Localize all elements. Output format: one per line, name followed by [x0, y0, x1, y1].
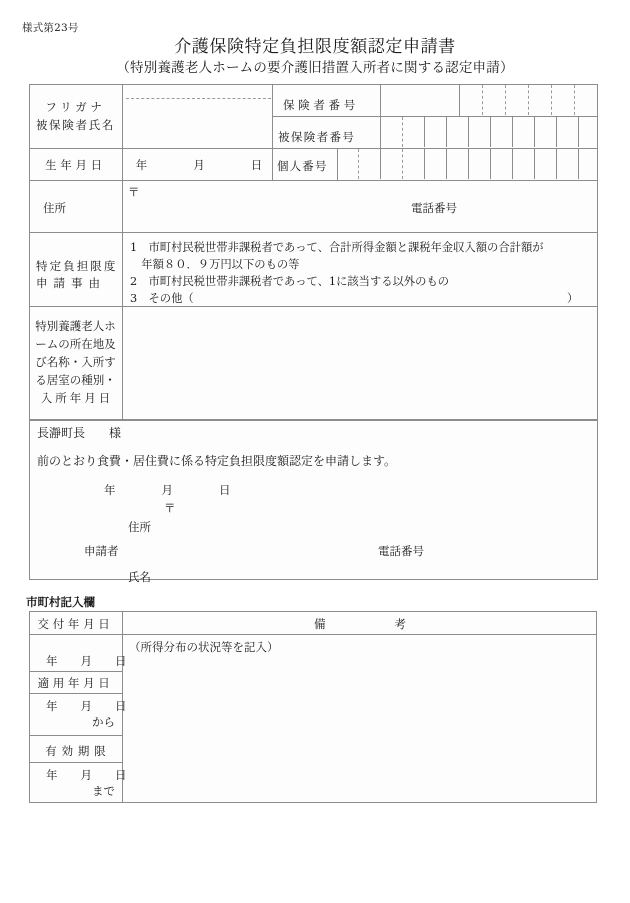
label-facility-line-4: る居室の種別・: [35, 373, 116, 387]
label-facility-line-1: 特別養護老人ホ: [35, 319, 116, 333]
personal-number-value-divider: [337, 148, 338, 180]
personal-box-divider-11: [578, 149, 579, 179]
value-valid-period-suffix: まで: [92, 784, 115, 798]
insurer-box-divider-1: [482, 85, 483, 115]
reason-item-1-cont: 年額８０．９万円以下のもの等: [130, 258, 300, 271]
remarks-note: （所得分布の状況等を記入）: [129, 640, 279, 654]
declaration-addressee: 長瀞町長 様: [37, 426, 122, 440]
insured-box-divider-2: [424, 117, 425, 147]
label-applicant-name: 氏名: [128, 570, 151, 584]
insurer-wide-cell-end: [459, 84, 460, 116]
insured-box-divider-9: [578, 117, 579, 147]
insurer-box-divider-3: [528, 85, 529, 115]
insured-box-divider-8: [556, 117, 557, 147]
postal-mark-applicant: 〒: [164, 501, 176, 515]
main-row-divider-reason: [29, 306, 598, 307]
municipal-divider-apply: [29, 693, 122, 694]
insured-box-divider-1: [402, 117, 403, 147]
main-row-divider-address: [29, 232, 598, 233]
main-label-column-divider: [122, 84, 123, 420]
value-apply-date[interactable]: 年 月 日: [46, 699, 127, 713]
municipal-divider-valid: [29, 762, 122, 763]
personal-box-divider-6: [468, 149, 469, 179]
value-valid-period[interactable]: 年 月 日: [46, 768, 127, 782]
value-birthdate[interactable]: 年 月 日: [135, 158, 263, 172]
insured-box-divider-4: [468, 117, 469, 147]
personal-box-divider-7: [490, 149, 491, 179]
municipal-header-divider: [29, 634, 597, 635]
personal-box-divider-9: [534, 149, 535, 179]
reason-item-3-close: ）: [567, 292, 579, 305]
value-remarks[interactable]: [129, 658, 589, 798]
insurer-box-divider-5: [574, 85, 575, 115]
personal-box-divider-1: [358, 149, 359, 179]
personal-box-divider-4: [424, 149, 425, 179]
municipal-divider-issue: [29, 671, 122, 672]
value-applicant-phone[interactable]: [445, 543, 555, 559]
insured-value-divider: [380, 116, 381, 148]
insurer-box-divider-2: [505, 85, 506, 115]
label-applicant-phone: 電話番号: [378, 544, 424, 558]
value-address[interactable]: [150, 198, 390, 214]
value-applicant-name[interactable]: [172, 569, 372, 585]
label-issue-date: 交付年月日: [37, 617, 114, 631]
municipal-section-heading: 市町村記入欄: [26, 595, 95, 609]
value-furigana[interactable]: [130, 86, 270, 97]
insured-box-divider-5: [490, 117, 491, 147]
label-facility-line-3: び名称・入所す: [35, 355, 116, 369]
label-facility-line-5: 入所年月日: [40, 391, 114, 405]
label-address-text: 住所: [43, 201, 66, 215]
label-apply-date: 適用年月日: [37, 676, 114, 690]
page-title: 介護保険特定負担限度額認定申請書: [174, 37, 456, 57]
insured-box-divider-7: [534, 117, 535, 147]
main-row-divider-birth: [29, 180, 598, 181]
label-personal-number: 個人番号: [277, 159, 328, 173]
personal-box-divider-10: [556, 149, 557, 179]
label-insurer-number: 保険者番号: [283, 98, 359, 112]
personal-number-label-divider: [272, 148, 273, 180]
insurer-value-divider: [380, 84, 381, 116]
label-applicant-address: 住所: [128, 520, 151, 534]
label-facility-line-2: ームの所在地及: [35, 337, 116, 351]
reason-item-2[interactable]: 2 市町村民税世帯非課税者であって、1に該当する以外のもの: [130, 275, 450, 288]
label-address: [43, 200, 109, 217]
personal-box-divider-5: [446, 149, 447, 179]
value-insured-name[interactable]: [130, 115, 270, 143]
personal-box-divider-8: [512, 149, 513, 179]
form-number: 様式第23号: [22, 22, 79, 34]
reason-item-1[interactable]: 1 市町村民税世帯非課税者であって、合計所得金額と課税年金収入額の合計額が: [130, 241, 544, 254]
insured-box-divider-6: [512, 117, 513, 147]
label-address-phone: 電話番号: [411, 201, 457, 215]
value-apply-date-suffix: から: [92, 715, 115, 729]
insured-box-divider-3: [446, 117, 447, 147]
furigana-separator: [126, 98, 271, 99]
label-valid-period: 有効期限: [45, 744, 111, 758]
label-birthdate: 生年月日: [45, 158, 106, 172]
personal-box-divider-2: [380, 149, 381, 179]
value-facility[interactable]: [132, 316, 587, 412]
value-applicant-address[interactable]: [172, 519, 372, 535]
value-issue-date[interactable]: 年 月 日: [46, 654, 127, 668]
label-furigana: フリガナ: [45, 100, 106, 114]
personal-box-divider-3: [402, 149, 403, 179]
postal-mark-address: 〒: [128, 185, 140, 199]
insurer-insured-divider: [272, 116, 598, 117]
declaration-date-line[interactable]: 年 月 日: [104, 483, 231, 497]
label-remarks-header: 備 考: [314, 617, 406, 631]
label-insured-number: 被保険者番号: [278, 130, 356, 144]
label-insured-name: 被保険者氏名: [35, 118, 116, 132]
declaration-statement: 前のとおり食費・居住費に係る特定負担限度額認定を申請します。: [37, 454, 397, 468]
value-address-phone[interactable]: [478, 200, 588, 216]
reason-item-3[interactable]: 3 その他（: [130, 292, 194, 305]
insurer-box-divider-4: [551, 85, 552, 115]
municipal-divider-apply-value: [29, 735, 122, 736]
label-reason-line2: 申請事由: [36, 276, 106, 290]
label-reason-line1: 特定負担限度: [36, 259, 118, 273]
label-applicant: 申請者: [84, 544, 119, 558]
page-subtitle: （特別養護老人ホームの要介護旧措置入所者に関する認定申請）: [116, 60, 514, 76]
